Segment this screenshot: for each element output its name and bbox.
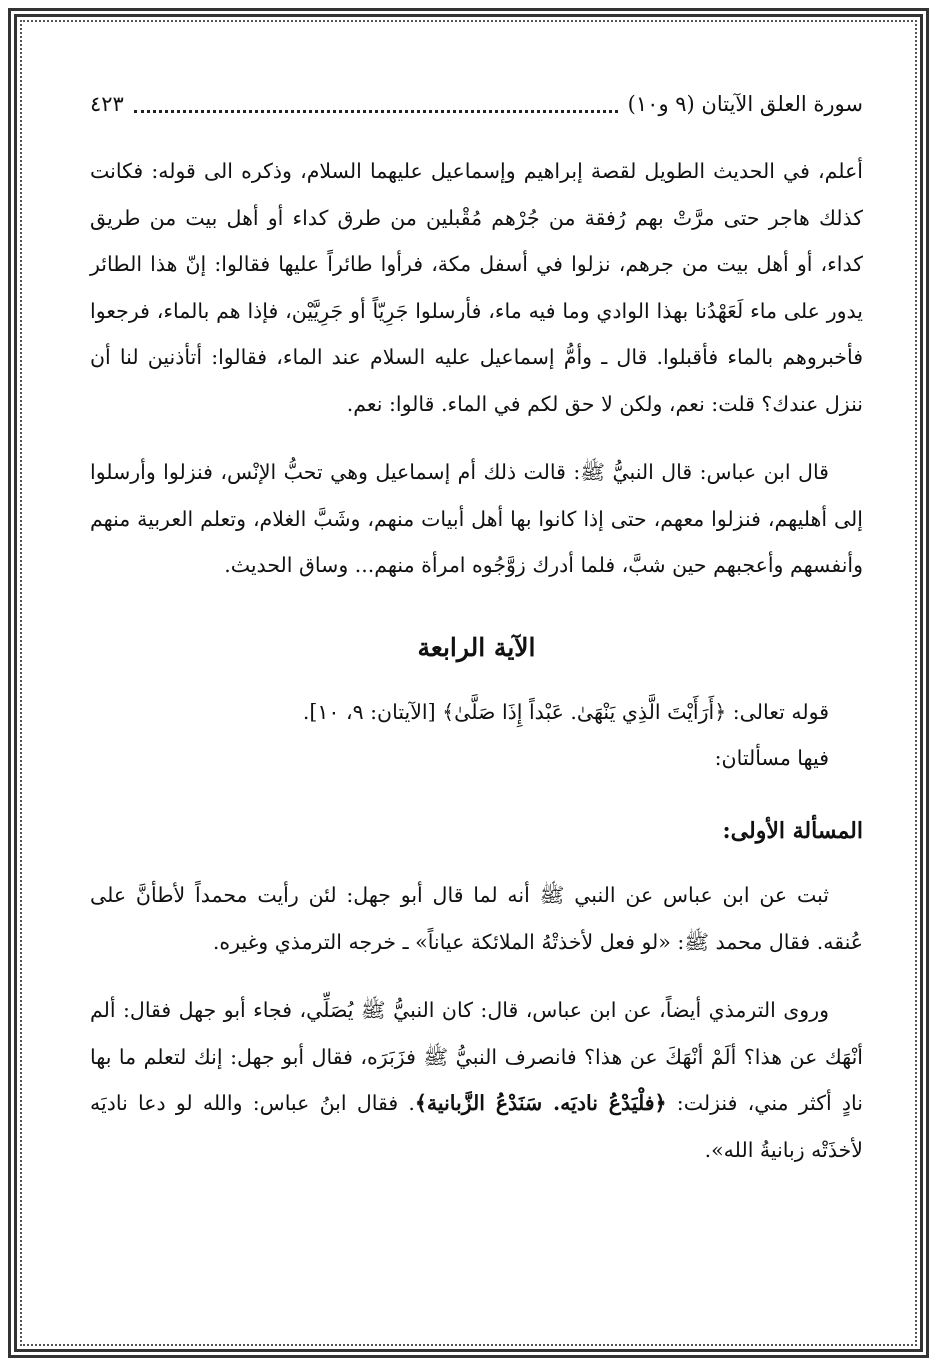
quranic-quote-bold: ﴿فلْيَدْعُ ناديَه. سَنَدْعُ الزَّبانية﴾ (414, 1091, 667, 1115)
narration-ending: . فقال ابنُ عباس: والله لو دعا ناديَه لأخذَتْه زبانيةُ الله». (90, 1091, 863, 1162)
running-header (90, 84, 863, 124)
paragraph-hadith-hajar: أعلم، في الحديث الطويل لقصة إبراهيم وإسماعيل عليهما السلام، وذكره الى قوله: فكانت كذلك هاجر حتى مرَّتْ بهم رُفقة من جُرْهم مُقْبلين من طرق كداء أو أهل بيت من طريق كداء، أو أهل بيت من جرهم، نزلوا في أسفل مكة، فرأوا طائراً عليها فقالوا: إنّ هذا الطائر يدور على ماء لَعَهْدُنا بهذا الوادي وما فيه ماء، فأرسلوا جَرِيّاً أو جَرِيَّيْن، فإذا هم بالماء، فرجعوا فأخبروهم بالماء فأقبلوا. قال ـ وأمُّ إسماعيل عليه السلام عند الماء، فقالوا: أتأذنين لنا أن ننزل عندك؟ قلت: نعم، ولكن لا حق لكم في الماء. قالوا: نعم. (90, 159, 863, 416)
issue-one-heading: المسألة الأولى: (722, 817, 863, 844)
section-title: الآية الرابعة (417, 632, 536, 662)
verse-line (90, 689, 863, 736)
verse-reference: [الآيتان: ٩، ١٠]. (302, 699, 443, 724)
paragraph-tirmidhi-narration (90, 987, 863, 1173)
paragraph-abu-jahl-threat: ثبت عن ابن عباس عن النبي ﷺ أنه لما قال أبو جهل: لئن رأيت محمداً لأطأنَّ على عُنقه. فقال محمد ﷺ: «لو فعل لأخذتْهُ الملائكة عياناً» ـ خرجه الترمذي وغيره. (90, 883, 863, 954)
verse-intro: قوله تعالى: (726, 699, 829, 724)
issues-intro: فيها مسألتان: (714, 746, 829, 770)
narration-text: وروى الترمذي أيضاً، عن ابن عباس، قال: كان النبيُّ ﷺ يُصَلِّي، فجاء أبو جهل فقال: ألم أنْهَك عن هذا؟ ألَمْ أنْهَكَ عن هذا؟ فانصرف النبيُّ ﷺ فزَبَرَه، فقال أبو جهل: إنك لتعلم ما بها نادٍ أكثر مني، فنزلت: (90, 998, 863, 1115)
verse-text: ﴿أَرَأَيْتَ الَّذِي يَنْهَىٰ. عَبْداً إِذَا صَلَّىٰ﴾ (442, 699, 727, 724)
surah-title: سورة العلق الآيتان (٩ و١٠) (627, 92, 863, 116)
header-dot-leader (134, 110, 618, 113)
page-number: ٤٢٣ (90, 92, 124, 116)
paragraph-ibn-abbas: قال ابن عباس: قال النبيُّ ﷺ: قالت ذلك أم إسماعيل وهي تحبُّ الإنْس، فنزلوا وأرسلوا إلى أهليهم، فنزلوا معهم، حتى إذا كانوا بها أهل أبيات منهم، وشَبَّ الغلام، وتعلم العربية منهم وأنفسهم وأعجبهم حين شبَّ، فلما أدرك زوَّجُوه امرأة منهم... وساق الحديث. (90, 460, 863, 577)
page-body (90, 148, 863, 1173)
